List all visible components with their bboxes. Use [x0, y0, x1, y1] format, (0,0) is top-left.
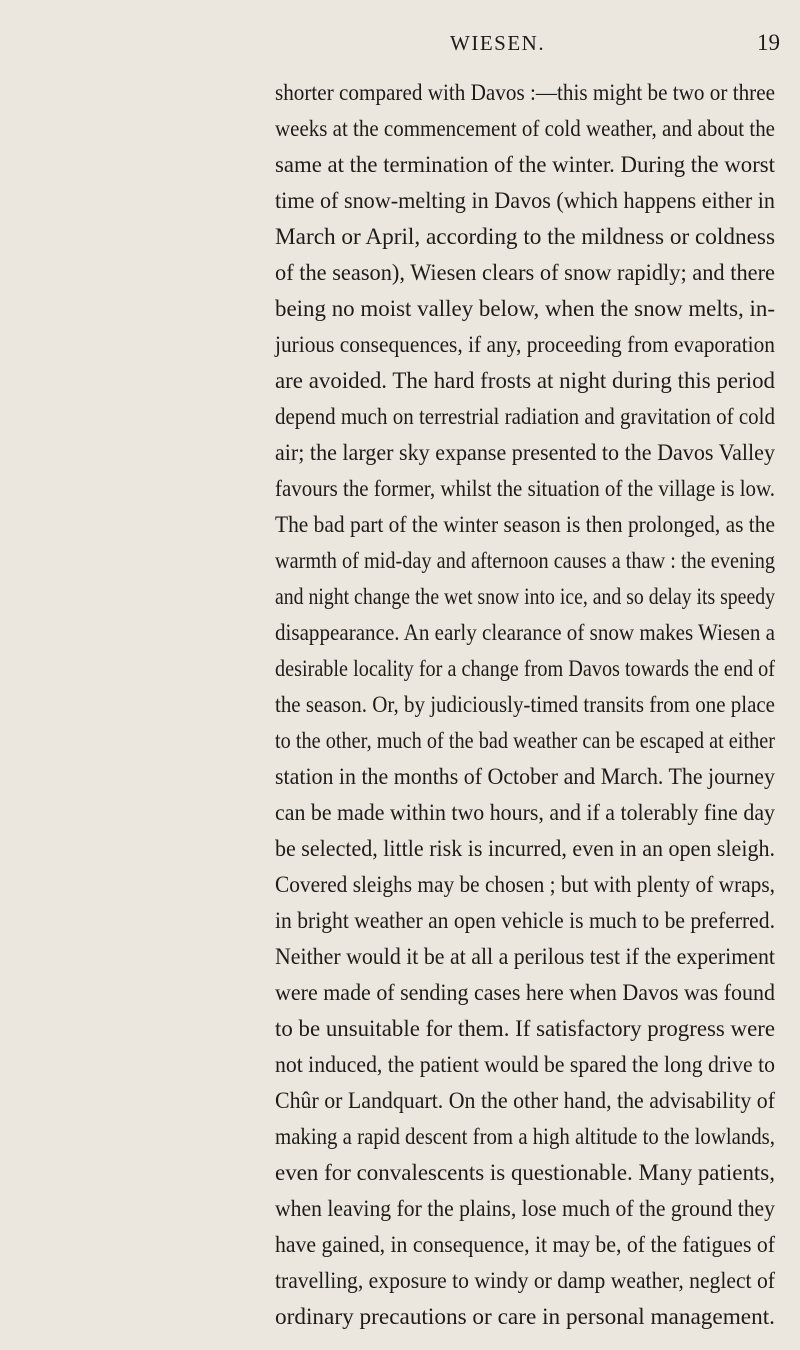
text-line: of the season), Wiesen clears of snow rapidly; and there [275, 260, 775, 286]
text-line: time of snow-melting in Davos (which happens either in [275, 188, 775, 214]
text-line: Chûr or Landquart. On the other hand, the advisability of [275, 1088, 775, 1114]
text-line: be selected, little risk is incurred, even in an open sleigh. [275, 836, 775, 862]
body-text [275, 75, 775, 1335]
text-line: in bright weather an open vehicle is much to be preferred. [275, 908, 775, 934]
text-line: the season. Or, by judiciously-timed transits from one place [275, 692, 775, 718]
text-line: ordinary precautions or care in personal management. [275, 1304, 775, 1330]
text-line: jurious consequences, if any, proceeding from evaporation [275, 332, 775, 358]
text-line: being no moist valley below, when the snow melts, in- [275, 296, 775, 322]
text-line: making a rapid descent from a high altitude to the lowlands, [275, 1124, 775, 1150]
text-line: Neither would it be at all a perilous test if the experiment [275, 944, 775, 970]
text-line: air; the larger sky expanse presented to the Davos Valley [275, 440, 775, 466]
text-line: station in the months of October and March. The journey [275, 764, 775, 790]
text-line: when leaving for the plains, lose much of the ground they [275, 1196, 775, 1222]
text-line: The bad part of the winter season is then prolonged, as the [275, 512, 775, 538]
text-line: and night change the wet snow into ice, and so delay its speedy [275, 584, 775, 610]
text-line: same at the termination of the winter. During the worst [275, 152, 775, 178]
text-line: can be made within two hours, and if a tolerably fine day [275, 800, 775, 826]
text-line: March or April, according to the mildness or coldness [275, 224, 775, 250]
text-line: are avoided. The hard frosts at night during this period [275, 368, 775, 394]
text-line: disappearance. An early clearance of snow makes Wiesen a [275, 620, 775, 646]
text-line: shorter compared with Davos :—this might be two or three [275, 80, 775, 106]
text-line: Covered sleighs may be chosen ; but with plenty of wraps, [275, 872, 775, 898]
text-line: favours the former, whilst the situation of the village is low. [275, 476, 775, 502]
text-line: depend much on terrestrial radiation and gravitation of cold [275, 404, 775, 430]
text-line: weeks at the commencement of cold weather, and about the [275, 116, 775, 142]
text-line: to the other, much of the bad weather can be escaped at either [275, 728, 775, 754]
text-line: were made of sending cases here when Davos was found [275, 980, 775, 1006]
text-line: not induced, the patient would be spared the long drive to [275, 1052, 775, 1078]
text-line: even for convalescents is questionable. Many patients, [275, 1160, 775, 1186]
text-line: to be unsuitable for them. If satisfactory progress were [275, 1016, 775, 1042]
running-title: WIESEN. [450, 31, 546, 55]
page-number: 19 [757, 30, 780, 55]
text-line: travelling, exposure to windy or damp weather, neglect of [275, 1268, 775, 1294]
running-head [0, 28, 800, 58]
text-line: desirable locality for a change from Davos towards the end of [275, 656, 775, 682]
text-line: warmth of mid-day and afternoon causes a thaw : the evening [275, 548, 775, 574]
text-line: have gained, in consequence, it may be, of the fatigues of [275, 1232, 775, 1258]
